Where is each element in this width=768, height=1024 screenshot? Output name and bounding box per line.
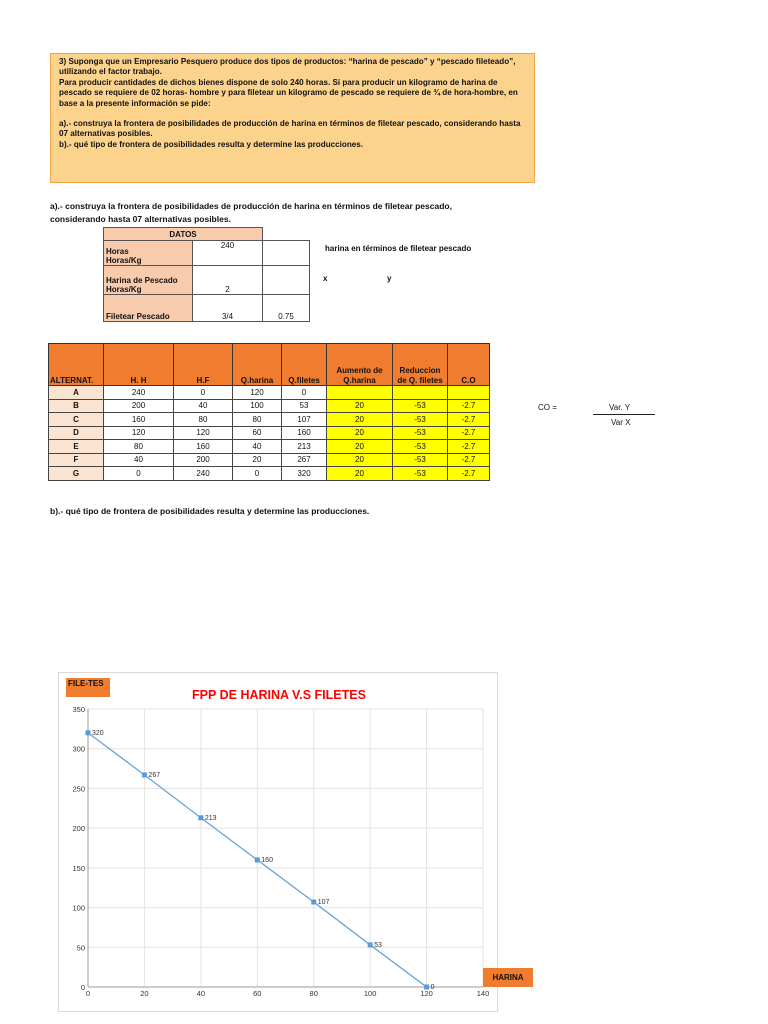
col-header-hf: H.F (174, 344, 233, 386)
table-cell: 60 (233, 426, 282, 440)
problem-question-b: b).- qué tipo de frontera de posibilidades resulta y determine las producciones. (59, 139, 364, 149)
col-header-aumento: Aumento de Q.harina (327, 344, 393, 386)
table-cell: 20 (327, 413, 393, 427)
data-point (198, 815, 203, 820)
table-cell: 80 (174, 413, 233, 427)
table-cell: 240 (104, 386, 174, 400)
x-tick-label: 140 (476, 989, 490, 998)
y-tick-label: 100 (72, 903, 85, 913)
x-tick-label: 100 (363, 989, 377, 998)
side-heading: harina en términos de filetear pescado (325, 244, 472, 253)
table-cell: 120 (174, 426, 233, 440)
col-header-co: C.O (448, 344, 490, 386)
table-cell: 100 (233, 399, 282, 413)
data-label: 0 (430, 984, 435, 991)
data-point (255, 857, 260, 862)
table-cell: 160 (174, 440, 233, 454)
datos-value2-filetear: 0.75 (263, 295, 310, 322)
table-cell: 0 (282, 386, 327, 400)
table-cell: 0 (174, 386, 233, 400)
y-tick-label: 0 (80, 983, 85, 992)
table-cell: 20 (233, 453, 282, 467)
datos-label-harina: Harina de Pescado Horas/Kg (104, 266, 193, 295)
section-a-line1: a).- construya la frontera de posibilidades de producción de harina en términos de filetear pescado, (50, 201, 452, 211)
table-cell: -2.7 (448, 453, 490, 467)
data-label: 160 (261, 856, 273, 864)
y-tick-label: 200 (72, 824, 85, 834)
table-cell: -2.7 (448, 413, 490, 427)
table-cell: 200 (104, 399, 174, 413)
table-cell: -53 (393, 413, 448, 427)
section-b-heading: b).- qué tipo de frontera de posibilidades resulta y determine las producciones. (50, 506, 370, 516)
side-x-label: x (323, 274, 328, 283)
data-label: 267 (148, 771, 161, 779)
table-cell: 40 (104, 453, 174, 467)
table-cell: 40 (233, 440, 282, 454)
col-header-reduccion: Reduccion de Q. filetes (393, 344, 448, 386)
chart-xlabel: HARINA (483, 968, 533, 987)
x-tick-label: 40 (196, 989, 206, 998)
problem-details: Para producir cantidades de dichos bienes dispone de solo 240 horas. Si para producir un kilogramo de harina de pescado se requiere de 02 horas- hombre y para filetear un kilogramo de pescado se requiere de ¾ de hora-hombre, en base a la presente información se pide: (59, 77, 518, 108)
table-cell: F (49, 453, 104, 467)
table-cell: -2.7 (448, 440, 490, 454)
table-cell: -53 (393, 440, 448, 454)
table-cell: A (49, 386, 104, 400)
table-cell: G (49, 467, 104, 481)
x-tick-label: 60 (253, 989, 262, 998)
table-cell: 80 (104, 440, 174, 454)
table-cell: 53 (282, 399, 327, 413)
datos-label-horas: Horas Horas/Kg (104, 241, 193, 266)
table-cell: 20 (327, 440, 393, 454)
table-cell: 320 (282, 467, 327, 481)
table-cell: 200 (174, 453, 233, 467)
data-point (424, 985, 429, 990)
y-tick-label: 300 (72, 744, 85, 754)
data-label: 107 (317, 899, 330, 907)
problem-intro: 3) Suponga que un Empresario Pesquero produce dos tipos de productos: “harina de pescado” y “pescado fileteado”, utilizando el factor trabajo. (59, 57, 516, 77)
data-label: 53 (374, 941, 382, 949)
data-point (311, 900, 316, 905)
table-cell: 40 (174, 399, 233, 413)
y-tick-label: 250 (72, 784, 85, 794)
section-a-line2: considerando hasta 07 alternativas posibles. (50, 213, 231, 224)
data-label: 213 (204, 814, 217, 822)
col-header-qharina: Q.harina (233, 344, 282, 386)
table-cell: 267 (282, 453, 327, 467)
x-tick-label: 80 (309, 989, 318, 998)
table-cell: D (49, 426, 104, 440)
table-cell: E (49, 440, 104, 454)
table-cell: -2.7 (448, 399, 490, 413)
table-cell: B (49, 399, 104, 413)
table-cell: 80 (233, 413, 282, 427)
co-formula-lhs: CO = (538, 403, 557, 412)
table-cell: -2.7 (448, 467, 490, 481)
table-cell: 0 (233, 467, 282, 481)
table-cell: 213 (282, 440, 327, 454)
data-label: 320 (92, 729, 104, 737)
table-cell: 160 (282, 426, 327, 440)
chart-title: FPP DE HARINA V.S FILETES (192, 688, 366, 702)
table-cell: 20 (327, 426, 393, 440)
table-cell: 107 (282, 413, 327, 427)
datos-value-filetear: 3/4 (193, 295, 263, 322)
y-tick-label: 150 (72, 863, 85, 873)
col-header-qfiletes: Q.filetes (282, 344, 327, 386)
table-cell: 120 (104, 426, 174, 440)
problem-question-a: a).- construya la frontera de posibilidades de producción de harina en términos de filetear pescado, considerando hasta 07 alternativas posibles. (59, 119, 521, 139)
col-header-alternat: ALTERNAT. (49, 344, 104, 386)
table-cell: 20 (327, 467, 393, 481)
x-tick-label: 20 (140, 989, 149, 998)
datos-header: DATOS (104, 228, 263, 241)
data-point (86, 730, 91, 735)
table-cell: 20 (327, 453, 393, 467)
co-formula-denominator: Var X (611, 418, 631, 427)
y-tick-label: 50 (76, 943, 85, 953)
table-cell: -53 (393, 399, 448, 413)
table-cell: -53 (393, 426, 448, 440)
col-header-hh: H. H (104, 344, 174, 386)
table-cell: C (49, 413, 104, 427)
table-cell: -53 (393, 453, 448, 467)
data-point (368, 942, 373, 947)
co-formula-numerator: Var. Y (609, 403, 631, 412)
side-y-label: y (387, 274, 392, 283)
table-cell: 20 (327, 399, 393, 413)
table-cell: 120 (233, 386, 282, 400)
table-cell: -2.7 (448, 426, 490, 440)
datos-value-horas: 240 (193, 241, 263, 266)
table-cell: 160 (104, 413, 174, 427)
datos-label-filetear: Filetear Pescado (104, 295, 193, 322)
datos-value-harina: 2 (193, 266, 263, 295)
data-point (142, 772, 147, 777)
table-cell: 240 (174, 467, 233, 481)
table-cell: 0 (104, 467, 174, 481)
x-tick-label: 0 (85, 989, 91, 998)
y-tick-label: 350 (72, 705, 85, 714)
chart-ylabel: FILE-TES (66, 678, 110, 697)
x-tick-label: 120 (420, 989, 433, 998)
table-cell: -53 (393, 467, 448, 481)
